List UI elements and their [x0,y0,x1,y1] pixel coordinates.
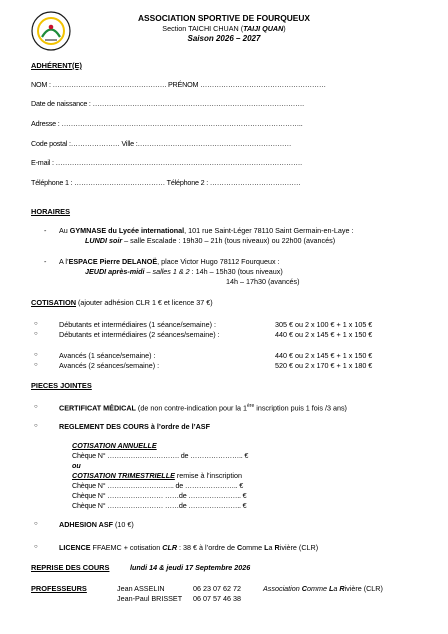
circle-bullet-icon: ○ [34,544,38,550]
doc-season: Saison 2026 – 2027 [187,34,261,43]
cotisation-price: 520 € ou 2 x 170 € + 1 x 180 € [275,361,373,370]
circle-bullet-icon: ○ [34,352,38,358]
piece-certificat: CERTIFICAT MÉDICAL (de non contre-indication pour la 1ère inscription puis 1 fois /3 ans) [59,403,347,413]
circle-bullet-icon: ○ [34,331,38,337]
association-clr: Association Comme La Rivière (CLR) [263,584,383,593]
piece-adhesion: ADHESION ASF (10 €) [59,520,134,529]
field-date-naissance[interactable]: Date de naissance : ………………………………………………………………………………. [31,99,304,108]
prof-name: Jean-Paul BRISSET [117,594,183,603]
circle-bullet-icon: ○ [34,521,38,527]
field-nom-prenom[interactable]: NOM : …………………………………………. PRÉNOM ……………………………………………… [31,80,326,89]
piece-reglement: REGLEMENT DES COURS à l’ordre de l’ASF [59,422,210,431]
cheque-annuel[interactable]: Chèque N° …………………………. de ………………….. € [72,451,249,460]
field-email[interactable]: E-mail : ……………………………………………………………………………………………. [31,158,302,167]
reprise-date: lundi 14 & jeudi 17 Septembre 2026 [130,563,251,572]
list-dash: - [44,226,47,235]
section-cotisation: COTISATION (ajouter adhésion CLR 1 € et licence 37 €) [31,298,213,307]
cotisation-label: Débutants et intermédiaires (1 séance/semaine) : [59,320,217,329]
circle-bullet-icon: ○ [34,423,38,429]
horaire-gymnase: Au GYMNASE du Lycée international, 101 rue Saint-Léger 78110 Saint Germain-en-Laye : [59,226,354,235]
cotisation-label: Avancés (1 séance/semaine) : [59,351,156,360]
piece-licence: LICENCE FFAEMC + cotisation CLR : 38 € à l’ordre de Comme La Rivière (CLR) [59,543,319,552]
circle-bullet-icon: ○ [34,321,38,327]
horaire-espace: A l’ESPACE Pierre DELANOË, place Victor Hugo 78112 Fourqueux : [59,257,280,266]
cheque-trimestre-3[interactable]: Chèque N° …………………… ……de ………………….. € [72,501,247,510]
prof-phone[interactable]: 06 07 57 46 38 [193,594,241,603]
circle-bullet-icon: ○ [34,362,38,368]
cotisation-annuelle: COTISATION ANNUELLE [72,441,157,450]
field-adresse[interactable]: Adresse : ………………………………………………………………………………………….. [31,119,303,128]
cotisation-price: 440 € ou 2 x 145 € + 1 x 150 € [275,351,373,360]
field-telephones[interactable]: Téléphone 1 : ………………………………… Téléphone 2 : ………………………………… [31,178,301,187]
field-code-postal-ville[interactable]: Code postal :………………… Ville :………………………………………………………… [31,139,292,148]
cheque-trimestre-2[interactable]: Chèque N° …………………… ……de ………………….. € [72,491,247,500]
section-reprise: REPRISE DES COURS [31,563,110,572]
horaire-espace-avances: 14h – 17h30 (avancés) [226,277,300,286]
section-adherent: ADHÉRENT(E) [31,61,82,70]
doc-section: Section TAICHI CHUAN (TAIJI QUAN) [162,24,286,33]
cotisation-label: Avancés (2 séances/semaine) : [59,361,160,370]
horaire-gymnase-detail: LUNDI soir – salle Escalade : 19h30 – 21h (tous niveaux) ou 22h00 (avancés) [85,236,336,245]
section-professeurs: PROFESSEURS [31,584,87,593]
section-pieces-jointes: PIECES JOINTES [31,381,92,390]
cotisation-price: 305 € ou 2 x 100 € + 1 x 105 € [275,320,373,329]
list-dash: - [44,257,47,266]
prof-name: Jean ASSELIN [117,584,165,593]
cotisation-trimestrielle: COTISATION TRIMESTRIELLE remise à l’inscription [72,471,242,480]
cheque-trimestre-1[interactable]: Chèque N° ……………………….. de ………………….. € [72,481,244,490]
horaire-espace-detail: JEUDI après-midi – salles 1 & 2 : 14h – 15h30 (tous niveaux) [85,267,283,276]
cotisation-price: 440 € ou 2 x 145 € + 1 x 150 € [275,330,373,339]
ou-label: ou [72,461,81,470]
doc-title: ASSOCIATION SPORTIVE DE FOURQUEUX [137,13,310,23]
section-horaires: HORAIRES [31,207,71,216]
circle-bullet-icon: ○ [34,404,38,410]
cotisation-label: Débutants et intermédiaires (2 séances/semaine) : [59,330,220,339]
prof-phone[interactable]: 06 23 07 62 72 [193,584,241,593]
